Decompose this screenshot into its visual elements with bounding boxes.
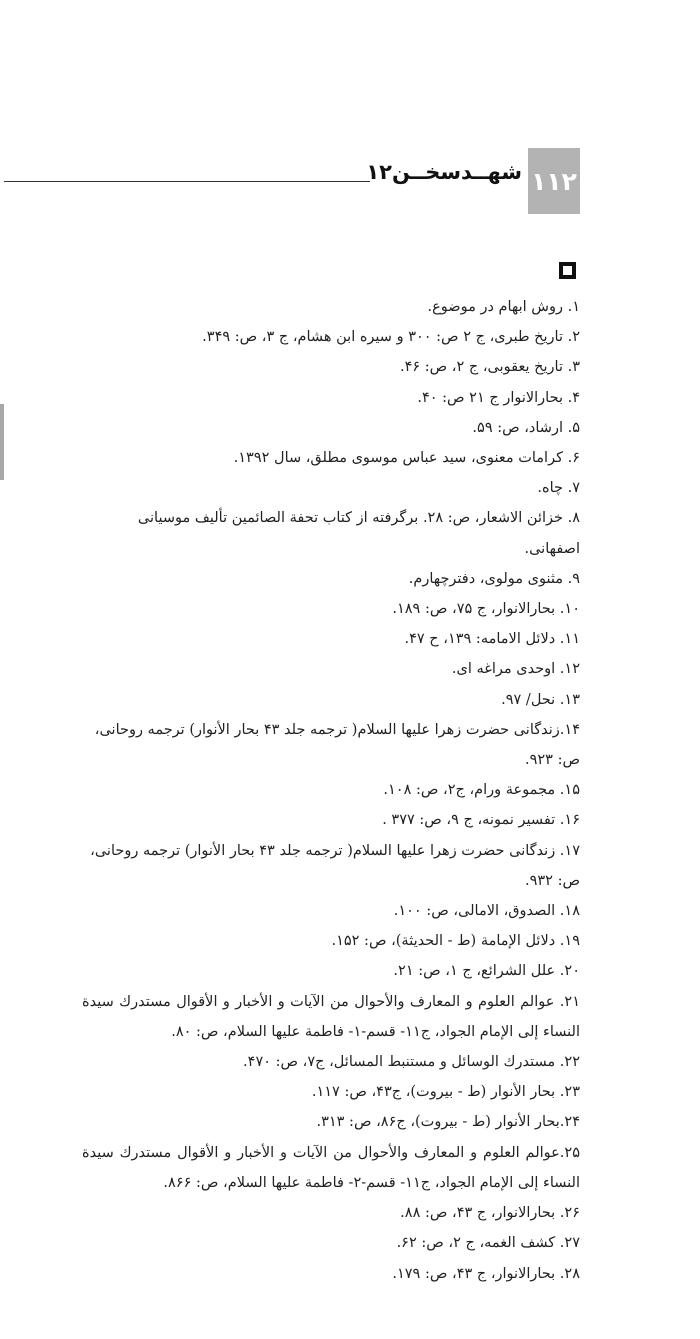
endnote-item: ۸. خزائن الاشعار، ص: ۲۸. برگرفته از کتاب تحفة الصائمین تألیف موسیانی اصفهانی. bbox=[137, 510, 580, 557]
endnote-item: ۷. چاه. bbox=[537, 480, 580, 497]
running-header bbox=[4, 148, 580, 214]
endnote-item: ۲۰. علل الشرائع، ج ۱، ص: ۲۱. bbox=[393, 963, 580, 980]
endnote-item: ۲. تاریخ طبری، ج ۲ ص: ۳۰۰ و سیره ابن هشام، ج ۳، ص: ۳۴۹. bbox=[202, 329, 580, 346]
endnote-item: ۱. روش ابهام در موضوع. bbox=[427, 299, 580, 315]
endnote-item: ۲۴.بحار الأنوار (ط - بيروت)، ج۸۶، ص: ۳۱۳. bbox=[316, 1114, 580, 1131]
endnote-item: ۲۵.عوالم العلوم و المعارف والأحوال من الآيات و الأخبار و الأقوال مستدرك سيدة النساء إلى الإمام الجواد، ج۱۱- قسم-۲- فاطمة علیها السلام، ص: ۸۶۶. bbox=[82, 1144, 580, 1191]
endnote-item: ۱۱. دلائل الامامه: ۱۳۹، ح ۴۷. bbox=[404, 631, 580, 648]
header-rule bbox=[4, 181, 370, 182]
endnote-item: ۱۴.زندگانی حضرت زهرا علیها السلام( ترجمه جلد ۴۳ بحار الأنوار) ترجمه روحانی، ص: ۹۲۳. bbox=[94, 721, 580, 769]
endnotes-list bbox=[82, 292, 580, 1289]
endnote-item: ۲۷. کشف الغمه، ج ۲، ص: ۶۲. bbox=[396, 1235, 580, 1252]
book-title: شهــدسخــن۱۲ bbox=[366, 160, 522, 184]
endnote-item: ۶. کرامات معنوی، سید عباس موسوی مطلق، سال ۱۳۹۲. bbox=[233, 450, 580, 467]
endnote-item: ۲۳. بحار الأنوار (ط - بيروت)، ج۴۳، ص: ۱۱۷. bbox=[311, 1084, 580, 1101]
endnote-item: ۱۷. زندگانی حضرت زهرا علیها السلام( ترجمه جلد ۴۳ بحار الأنوار) ترجمه روحانی، ص: ۹۳۲. bbox=[90, 842, 580, 889]
square-bullet-icon bbox=[559, 262, 576, 279]
endnote-item: ۱۸. الصدوق، الامالی، ص: ۱۰۰. bbox=[393, 903, 580, 920]
endnote-item: ۱۵. مجموعة ورام، ج۲، ص: ۱۰۸. bbox=[383, 782, 580, 799]
endnote-item: ۱۶. تفسیر نمونه، ج ۹، ص: ۳۷۷ . bbox=[382, 812, 580, 829]
endnote-item: ۱۲. اوحدی مراغه ای. bbox=[451, 661, 580, 678]
endnote-item: ۲۸. بحارالانوار، ج ۴۳، ص: ۱۷۹. bbox=[392, 1265, 580, 1282]
endnote-item: ۱۰. بحارالانوار، ج ۷۵، ص: ۱۸۹. bbox=[392, 601, 580, 618]
endnote-item: ۱۳. نحل/ ۹۷. bbox=[501, 691, 580, 708]
endnote-item: ۱۹. دلائل الإمامة (ط - الحديثة)، ص: ۱۵۲. bbox=[331, 933, 580, 950]
endnote-item: ۲۲. مستدرك الوسائل و مستنبط المسائل، ج۷، ص: ۴۷۰. bbox=[243, 1054, 580, 1071]
page-edge-tab bbox=[0, 404, 4, 480]
endnote-item: ۲۶. بحارالانوار، ج ۴۳، ص: ۸۸. bbox=[400, 1205, 580, 1222]
page-number: ۱۱۲ bbox=[528, 148, 580, 214]
endnote-item: ۵. ارشاد، ص: ۵۹. bbox=[472, 419, 580, 436]
endnote-item: ۴. بحارالانوار ج ۲۱ ص: ۴۰. bbox=[417, 389, 580, 406]
endnote-item: ۲۱. عوالم العلوم و المعارف والأحوال من الآيات و الأخبار و الأقوال مستدرك سيدة النساء إلى الإمام الجواد، ج۱۱- قسم-۱- فاطمة علیها السلام، ص: ۸۰. bbox=[82, 993, 580, 1040]
endnote-item: ۳. تاریخ یعقوبی، ج ۲، ص: ۴۶. bbox=[399, 359, 580, 376]
endnote-item: ۹. مثنوی مولوی، دفترچهارم. bbox=[408, 570, 580, 587]
